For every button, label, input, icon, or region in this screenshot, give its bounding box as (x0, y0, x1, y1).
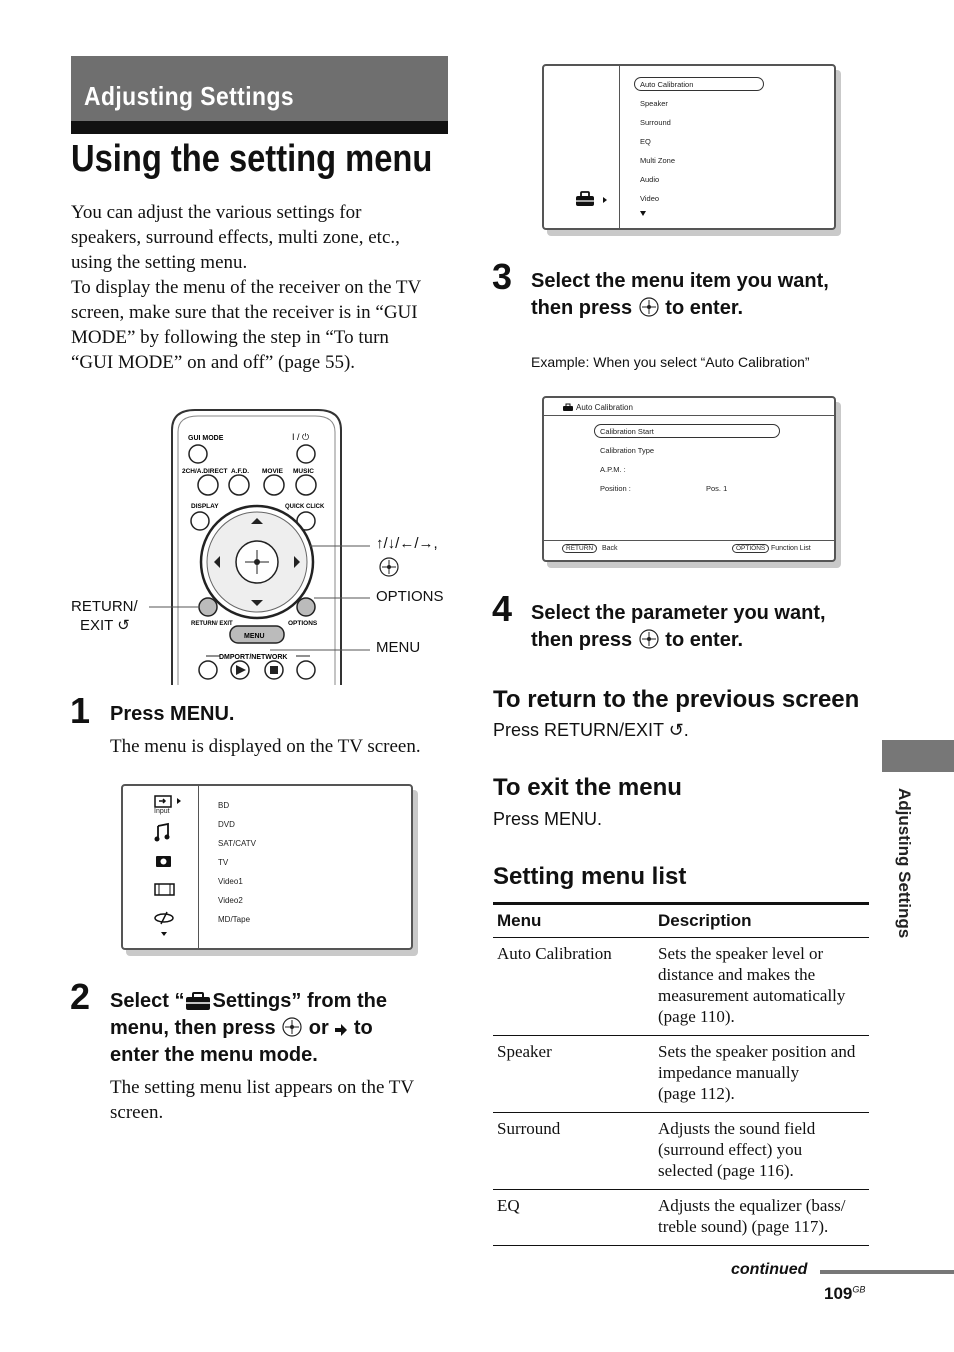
remote-gui-mode-label: GUI MODE (188, 435, 224, 442)
step3-text: to enter. (665, 297, 744, 319)
down-arrow-icon (640, 211, 648, 217)
continued-bar (820, 1270, 954, 1274)
step-number: 3 (492, 256, 513, 297)
toolbox-icon (574, 190, 614, 210)
side-tab-label: Adjusting Settings (895, 788, 914, 939)
exit-heading: To exit the menu (493, 774, 682, 801)
step-heading: Press MENU. (110, 703, 235, 725)
back-label: Back (602, 545, 618, 552)
menu-item[interactable]: BD (218, 801, 230, 810)
return-heading: To return to the previous screen (493, 686, 860, 713)
remote-display-label: DISPLAY (191, 503, 219, 510)
tv-screen-input-menu (121, 784, 413, 950)
setting-menu-table (493, 902, 869, 1246)
step3-text: then press (531, 297, 633, 319)
step-body (110, 1075, 414, 1125)
page-suffix: GB (852, 1284, 866, 1295)
next-button[interactable] (297, 661, 315, 679)
table-row (493, 1190, 869, 1246)
step4-text: then press (531, 629, 633, 651)
table-cell-menu: Speaker (493, 1036, 654, 1113)
remote-menu-label: MENU (244, 633, 265, 640)
remote-music-label: MUSIC (293, 468, 314, 475)
table-cell-desc (654, 1113, 869, 1190)
page-number-value: 109 (824, 1284, 853, 1303)
callout-arrows: ↑/↓/←/→, (376, 535, 438, 552)
step-body: The menu is displayed on the TV screen. (110, 736, 421, 757)
intro-line: using the setting menu. (71, 252, 248, 273)
right-arrow-icon (334, 1022, 348, 1038)
intro-text (71, 200, 421, 375)
table-cell-desc (654, 938, 869, 1036)
step-heading (531, 268, 829, 322)
table-cell-desc (654, 1036, 869, 1113)
down-arrow-icon (161, 932, 167, 936)
table-header: Description (654, 904, 869, 938)
input-label: Input (154, 808, 170, 815)
desc-line: selected (page 116). (658, 1161, 794, 1180)
intro-line: screen, make sure that the receiver is in “GUI (71, 302, 418, 323)
step2-text: or (308, 1017, 329, 1039)
desc-line: Sets the speaker position and (658, 1042, 856, 1061)
intro-line: speakers, surround effects, multi zone, etc., (71, 227, 400, 248)
example-caption: Example: When you select “Auto Calibration” (531, 354, 810, 370)
desc-line: (page 112). (658, 1084, 735, 1103)
menu-item[interactable]: EQ (640, 137, 651, 146)
menu-item[interactable]: Auto Calibration (640, 80, 694, 89)
callout-options: OPTIONS (376, 588, 444, 605)
tv-screen-settings-menu (542, 64, 836, 230)
step-body-line: The setting menu list appears on the TV (110, 1077, 415, 1098)
step-heading (110, 988, 450, 1069)
stop-icon (270, 666, 278, 674)
options-button[interactable] (297, 598, 315, 616)
return-body: Press RETURN/EXIT ↺. (493, 720, 689, 740)
step-number: 1 (70, 690, 91, 731)
menu-item[interactable]: SAT/CATV (218, 839, 256, 848)
step2-text: menu, then press (110, 1017, 276, 1039)
intro-line: “GUI MODE” on and off” (page 55). (71, 352, 356, 373)
prev-button[interactable] (199, 661, 217, 679)
desc-line: measurement automatically (658, 986, 846, 1005)
step-heading (531, 600, 826, 654)
movie-button[interactable] (264, 475, 284, 495)
table-row (493, 1036, 869, 1113)
2ch-button[interactable] (198, 475, 218, 495)
table-cell-menu: Auto Calibration (493, 938, 654, 1036)
menu-item[interactable]: Calibration Start (600, 427, 654, 436)
gui-mode-button[interactable] (189, 445, 207, 463)
step3-text: Select the menu item you want, (531, 270, 829, 292)
callout-exit: EXIT ↺ (80, 617, 130, 634)
table-header-row (493, 904, 869, 938)
menu-item[interactable]: Position : (600, 484, 631, 493)
desc-line: distance and makes the (658, 965, 816, 984)
menu-item[interactable]: Calibration Type (600, 446, 655, 455)
right-arrow-icon (177, 798, 181, 804)
step4-text: Select the parameter you want, (531, 602, 826, 624)
step-number: 4 (492, 588, 513, 629)
music-button[interactable] (296, 475, 316, 495)
page-number (824, 1284, 865, 1304)
table-cell-menu: Surround (493, 1113, 654, 1190)
desc-line: Adjusts the equalizer (bass/ (658, 1196, 846, 1215)
enter-icon (638, 628, 660, 650)
step2-text: Settings” from the (212, 990, 387, 1012)
remote-options-label: OPTIONS (288, 620, 318, 627)
exit-body: Press MENU. (493, 809, 603, 829)
options-key-badge: OPTIONS (732, 544, 769, 553)
side-tab (882, 740, 954, 772)
table-row (493, 1113, 869, 1190)
menu-item[interactable]: DVD (218, 820, 235, 829)
menu-item[interactable]: Multi Zone (640, 156, 676, 165)
tv-screen-auto-calibration (542, 396, 836, 562)
continued-label: continued (731, 1261, 808, 1278)
section-banner-bar (71, 121, 448, 134)
return-exit-button[interactable] (199, 598, 217, 616)
step-body-line: screen. (110, 1102, 164, 1123)
enter-icon (638, 296, 660, 318)
remote-afd-label: A.F.D. (231, 468, 250, 475)
setting-list-heading: Setting menu list (493, 863, 687, 890)
remote-return-label: RETURN/ EXIT (191, 621, 233, 627)
menu-item[interactable]: Video (640, 194, 660, 203)
afd-button[interactable] (229, 475, 249, 495)
enter-icon (378, 556, 400, 578)
remote-dmport-label: DMPORT/NETWORK (219, 654, 288, 661)
step2-text: Select “ (110, 990, 185, 1012)
table-row (493, 938, 869, 1036)
return-key-badge: RETURN (562, 544, 597, 553)
menu-item[interactable]: MD/Tape (218, 915, 251, 924)
menu-item[interactable]: Video1 (218, 877, 243, 886)
remote-power-label: I / ⏻ (292, 432, 310, 442)
position-value: Pos. 1 (706, 484, 728, 493)
toolbox-icon (562, 403, 574, 412)
desc-line: Adjusts the sound field (658, 1119, 816, 1138)
desc-line: impedance manually (658, 1063, 800, 1082)
desc-line: Sets the speaker level or (658, 944, 824, 963)
remote-2ch-label: 2CH/A.DIRECT (182, 468, 228, 475)
desc-line: (page 110). (658, 1007, 735, 1026)
menu-item[interactable]: Audio (640, 175, 660, 184)
display-button[interactable] (191, 512, 209, 530)
intro-line: To display the menu of the receiver on the TV (71, 277, 422, 298)
table-cell-menu: EQ (493, 1190, 654, 1246)
desc-line: treble sound) (page 117). (658, 1217, 829, 1236)
enter-icon (281, 1016, 303, 1038)
menu-item[interactable]: A.P.M. : (600, 465, 626, 474)
step4-text: to enter. (665, 629, 744, 651)
callout-menu: MENU (376, 639, 421, 656)
table-cell-desc (654, 1190, 869, 1246)
step2-text: to (353, 1017, 373, 1039)
desc-line: (surround effect) you (658, 1140, 803, 1159)
remote-quick-click-label: QUICK CLICK (285, 504, 325, 510)
step2-text: enter the menu mode. (110, 1044, 318, 1066)
toolbox-icon (184, 991, 212, 1011)
section-title: Adjusting Settings (84, 81, 295, 111)
table-header: Menu (493, 904, 654, 938)
intro-line: MODE” by following the step in “To turn (71, 327, 389, 348)
menu-item[interactable]: Video2 (218, 896, 243, 905)
menu-item[interactable]: Surround (640, 118, 671, 127)
page-title: Using the setting menu (71, 138, 433, 180)
remote-movie-label: MOVIE (262, 468, 283, 475)
screen-title: Auto Calibration (576, 403, 633, 412)
power-button[interactable] (297, 445, 315, 463)
function-list-label: Function List (771, 545, 811, 552)
menu-item[interactable]: Speaker (640, 99, 668, 108)
menu-item[interactable]: TV (218, 858, 229, 867)
callout-return: RETURN/ (71, 598, 138, 615)
input-category-icons (153, 794, 189, 944)
intro-line: You can adjust the various settings for (71, 202, 362, 223)
film-icon (155, 884, 174, 895)
step-number: 2 (70, 976, 91, 1017)
